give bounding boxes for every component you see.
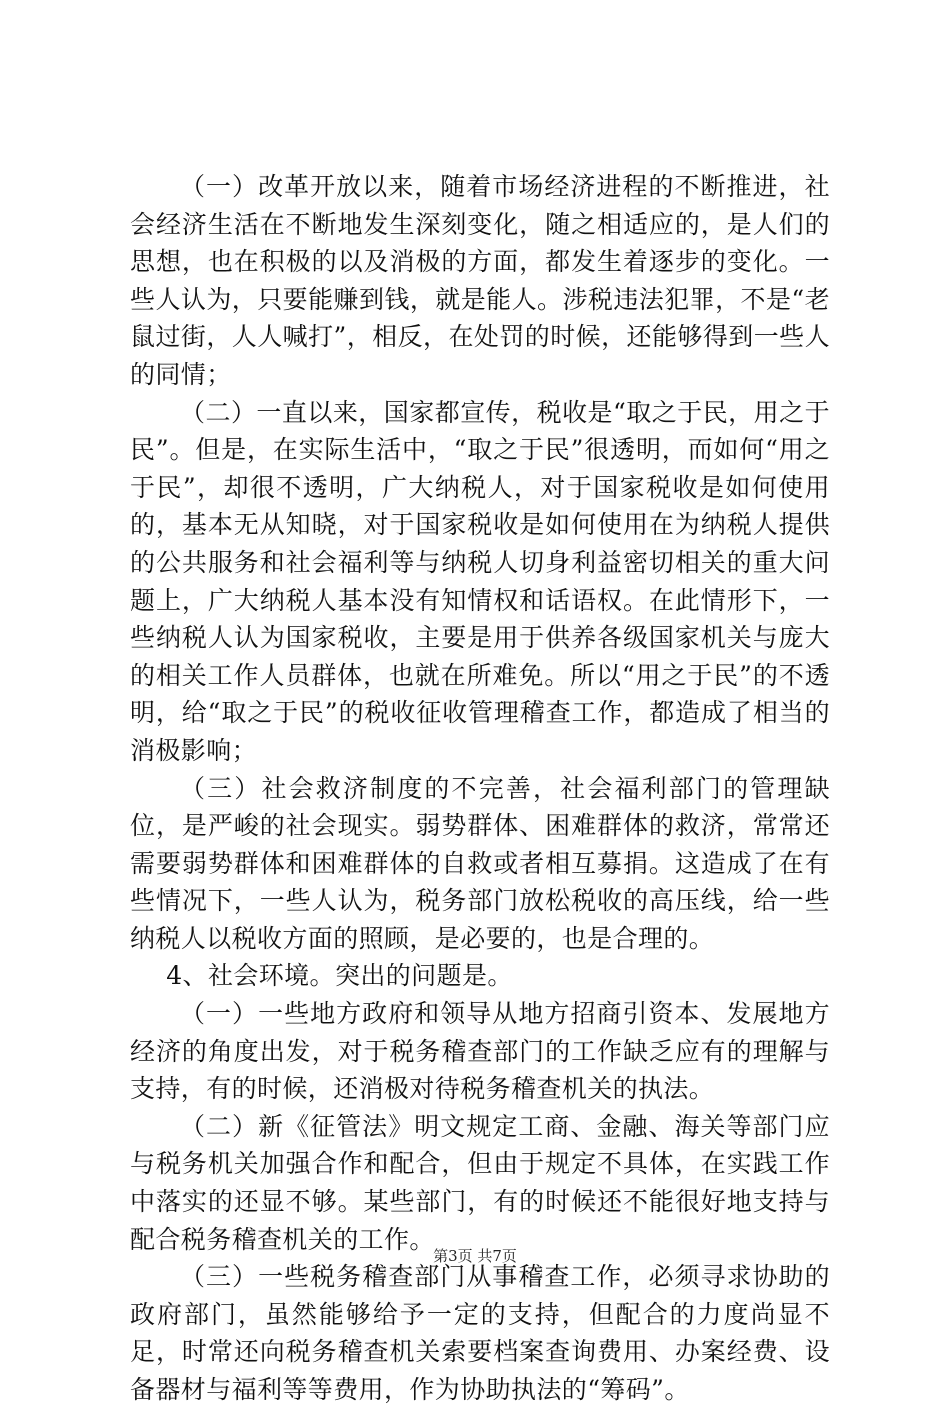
paragraph-6: （二）新《征管法》明文规定工商、金融、海关等部门应与税务机关加强合作和配合，但由于规定不具体，在实践工作中落实的还显不够。某些部门，有的时候还不能很好地支持与配合税务稽查机关的工作。 — [130, 1111, 830, 1254]
paragraph-3: （三）社会救济制度的不完善，社会福利部门的管理缺位，是严峻的社会现实。弱势群体、困难群体的救济，常常还需要弱势群体和困难群体的自救或者相互募捐。这造成了在有些情况下，一些人认为，税务部门放松税收的高压线，给一些纳税人以税收方面的照顾，是必要的，也是合理的。 — [130, 773, 830, 953]
paragraph-5: （一）一些地方政府和领导从地方招商引资本、发展地方经济的角度出发，对于税务稽查部门的工作缺乏应有的理解与支持，有的时候，还消极对待税务稽查机关的执法。 — [130, 999, 830, 1104]
page-number-footer: 第3页 共7页 — [433, 1247, 517, 1265]
paragraph-7: （三）一些税务稽查部门从事稽查工作，必须寻求协助的政府部门，虽然能够给予一定的支持，但配合的力度尚显不足，时常还向税务稽查机关索要档案查询费用、办案经费、设备器材与福利等等费用，作为协助执法的“筹码”。 — [130, 1262, 830, 1404]
document-body — [130, 168, 830, 1409]
section-heading-social-environment: 4、社会环境。突出的问题是。 — [166, 961, 513, 991]
paragraph-2: （二）一直以来，国家都宣传，税收是“取之于民，用之于民”。但是，在实际生活中，“取之于民”很透明，而如何“用之于民”，却很不透明，广大纳税人，对于国家税收是如何使用的，基本无从知晓，对于国家税收是如何使用在为纳税人提供的公共服务和社会福利等与纳税人切身利益密切相关的重大问题上，广大纳税人基本没有知情权和话语权。在此情形下，一些纳税人认为国家税收，主要是用于供养各级国家机关与庞大的相关工作人员群体，也就在所难免。所以“用之于民”的不透明，给“取之于民”的税收征收管理稽查工作，都造成了相当的消极影响； — [130, 397, 830, 765]
paragraph-1: （一）改革开放以来，随着市场经济进程的不断推进，社会经济生活在不断地发生深刻变化，随之相适应的，是人们的思想，也在积极的以及消极的方面，都发生着逐步的变化。一些人认为，只要能赚到钱，就是能人。涉税违法犯罪，不是“老鼠过街，人人喊打”，相反，在处罚的时候，还能够得到一些人的同情； — [130, 172, 830, 389]
